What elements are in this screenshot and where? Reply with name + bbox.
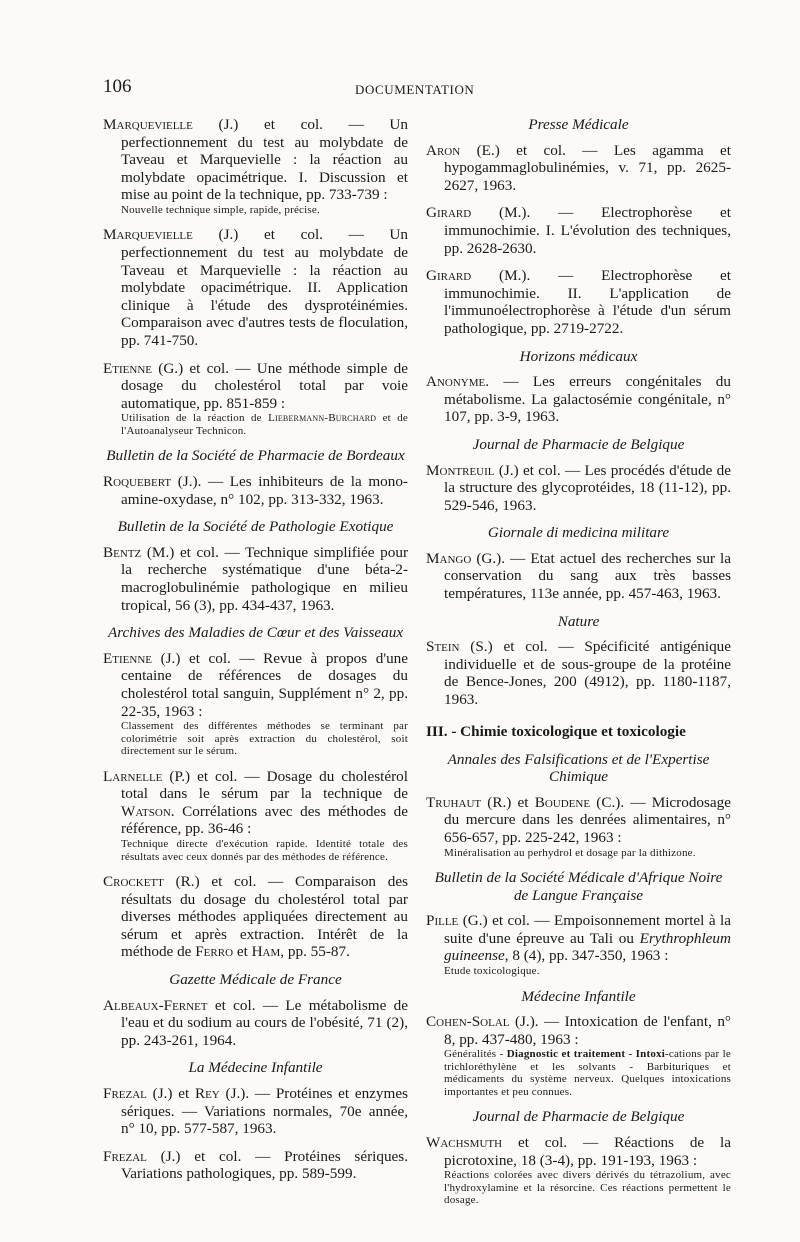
entry-author: Pille [426, 912, 459, 930]
entry-author: Stein [426, 638, 460, 656]
bibliography-entry [103, 650, 408, 758]
bibliography-entry [426, 550, 731, 603]
entry-text: (R.) et [481, 793, 535, 811]
entry-text: et col. — Le métabolisme de l'eau et du sodium au cours de l'obésité, 71 (2), pp. 243-261, 1964. [121, 996, 408, 1049]
bibliography-entry [426, 462, 731, 515]
entry-text: (G.) et col. — Empoisonnement mortel à la suite d'une épreuve au Tali ou [444, 912, 731, 947]
entry-text: (J.) et col. — Un perfectionnement du test au molybdate de Taveau et Marquevielle : la réaction au molybdate opacimétrique. I. Discussion et mise au point de la technique, pp. 733-739 : [121, 116, 408, 204]
bibliography-entry [426, 912, 731, 977]
entry-note: Nouvelle technique simple, rapide, précise. [121, 203, 320, 216]
entry-note: Etude toxicologique. [444, 965, 540, 978]
journal-heading: Médecine Infantile [521, 987, 636, 1005]
entry-author-2: Rey [194, 1084, 220, 1102]
entry-author: Etienne [103, 359, 152, 377]
entry-text: (J.). — Protéines et enzymes sériques. — Variations normales, 70e année, n° 10, pp. 577-587, 1963. [121, 1084, 408, 1138]
entry-note: Réactions colorées avec divers dérivés du tétrazolium, avec l'hydroxylamine et la résorcine. Ces réactions permettent le dosage. [444, 1169, 731, 1207]
entry-text: (J.) et col. — Un perfectionnement du test au molybdate de Taveau et Marquevielle : la réaction au molybdate opacimétrique. II. Application clinique à l'étude des dysprotéinémies. Comparaison avec d'autres tests de floculation, pp. 741-750. [121, 226, 408, 350]
entry-author: Etienne [103, 649, 152, 667]
journal-heading: Bulletin de la Société Médicale d'Afrique Noire de Langue Française [434, 869, 723, 904]
note-text: Utilisation de la réaction de [121, 412, 269, 425]
journal-heading: Giornale di medicina militare [487, 524, 670, 542]
bibliography-entry [103, 116, 408, 216]
bibliography-entry [103, 473, 408, 508]
entry-text: (R.) et col. — Comparaison des résultats du dosage du cholestérol total par diverses méthodes appliquées directement au sérum et après extraction. Intérêt de la méthode de [121, 873, 408, 961]
entry-text: (M.). — Electrophorèse et immunochimie. II. L'application de l'immunoélectrophorèse à l'étude d'un sérum pathologique, pp. 2719-2722. [444, 267, 731, 337]
entry-author: Mango [426, 549, 472, 567]
entry-text: (J.) et col. — Protéines sériques. Variations pathologiques, pp. 589-599. [121, 1147, 408, 1183]
entry-author: Frezal [103, 1084, 147, 1102]
entry-text: (P.) et col. — Dosage du cholestérol total dans le sérum par la technique de [121, 767, 408, 803]
entry-text: , 8 (4), pp. 347-350, 1963 : [504, 947, 669, 965]
bibliography-entry [426, 1134, 731, 1207]
entry-text: (C.). — Microdosage du mercure dans les denrées alimentaires, n° 656-657, pp. 225-242, 1963 : [444, 793, 731, 846]
journal-heading: Annales des Falsifications et de l'Expertise Chimique [447, 750, 710, 786]
left-column [103, 116, 408, 1193]
journal-heading: Journal de Pharmacie de Belgique [472, 1108, 685, 1126]
entry-text: et col. — Réactions de la picrotoxine, 18 (3-4), pp. 191-193, 1963 : [444, 1133, 731, 1169]
entry-text: (J.) et [146, 1084, 195, 1102]
entry-author: Cohen-Solal [426, 1013, 510, 1031]
bibliography-entry [426, 638, 731, 708]
entry-author: Crockett [103, 873, 164, 890]
bibliography-entry [426, 794, 731, 859]
bibliography-entry [103, 226, 408, 349]
running-head: DOCUMENTATION [355, 82, 475, 97]
entry-author: Montreuil [426, 461, 495, 479]
entry-text: et [233, 943, 252, 961]
bibliography-entry [103, 544, 408, 614]
entry-text: (J.) et col. — Les procédés d'étude de la structure des glycoprotéides, 18 (11-12), pp. 529-546, 1963. [444, 461, 731, 514]
entry-author: Roquebert [103, 473, 172, 490]
journal-heading: Bulletin de la Société de Pathologie Exotique [117, 518, 394, 536]
entry-author: Albeaux-Fernet [103, 996, 208, 1014]
entry-cited-author: Ham [251, 943, 281, 961]
journal-heading: Presse Médicale [528, 116, 629, 133]
entry-author: Larnelle [103, 767, 163, 785]
entry-author: Bentz [103, 543, 142, 561]
entry-author-2: Boudene [534, 793, 591, 811]
bibliography-entry [103, 873, 408, 961]
journal-heading: Gazette Médicale de France [169, 970, 342, 988]
entry-text: (M.) et col. — Technique simplifiée pour la recherche systématique d'une béta-2-macroglobulinémie pathologique en milieu tropical, 56 (3), pp. 434-437, 1963. [121, 543, 408, 614]
entry-text: (J.) et col. — Revue à propos d'une centaine de références de dosages du cholestérol total sanguin, Supplément n° 2, pp. 22-35, 1963 : [121, 649, 408, 720]
entry-note [121, 412, 408, 437]
entry-note: Classement des différentes méthodes se terminant par colorimétrie soit après extraction du cholestérol, soit directement sur le sérum. [121, 720, 408, 758]
entry-author: Truhaut [426, 793, 482, 811]
entry-text: (M.). — Electrophorèse et immunochimie. I. L'évolution des techniques, pp. 2628-2630. [444, 204, 731, 257]
bibliography-entry [103, 360, 408, 438]
entry-text: (G.) et col. — Une méthode simple de dosage du cholestérol total par voie automatique, pp. 851-859 : [121, 359, 408, 412]
entry-author: Frezal [103, 1147, 147, 1165]
bibliography-entry [426, 373, 731, 426]
journal-heading: Bulletin de la Société de Pharmacie de Bordeaux [106, 447, 405, 465]
bibliography-entry [426, 267, 731, 337]
right-column [426, 116, 731, 1217]
entry-text: (J.). — Intoxication de l'enfant, n° 8, pp. 437-480, 1963 : [444, 1013, 731, 1048]
section-title: III. - Chimie toxicologique et toxicologie [426, 722, 686, 740]
journal-heading: Horizons médicaux [519, 347, 638, 365]
entry-text: , pp. 55-87. [280, 943, 350, 961]
entry-cited-author: Watson [121, 802, 171, 820]
journal-heading: Nature [557, 612, 600, 630]
note-text: cations par le trichloréthylène et les solvants - Barbituriques et médicaments du système nerveux. Quelques intoxications importantes et peu connues. [444, 1048, 731, 1098]
journal-heading: La Médecine Infantile [188, 1059, 323, 1077]
entry-cited-author: Ferro [195, 943, 234, 961]
bibliography-entry [103, 997, 408, 1050]
entry-author: Wachsmuth [426, 1133, 503, 1151]
bibliography-entry [426, 1013, 731, 1098]
entry-author: Girard [426, 204, 472, 222]
journal-heading: Archives des Maladies de Cœur et des Vaisseaux [107, 624, 404, 642]
entry-author: Aron [426, 141, 461, 159]
bibliography-entry [426, 142, 731, 195]
entry-text: (E.) et col. — Les agamma et hypogammaglobulinémies, v. 71, pp. 2625-2627, 1963. [444, 141, 731, 194]
note-text: et de l'Autoanalyseur Technicon. [121, 412, 408, 437]
page-header [103, 76, 723, 100]
entry-author: Anonyme [426, 373, 486, 391]
note-emphasis: Diagnostic et traitement - Intoxi- [506, 1048, 669, 1061]
note-author: Liebermann-Burchard [268, 412, 377, 425]
bibliography-entry [103, 1085, 408, 1138]
entry-text: (G.). — Etat actuel des recherches sur la conservation du sang aux très basses températures, 113e année, pp. 457-463, 1963. [444, 549, 731, 603]
entry-note [444, 1048, 731, 1098]
journal-heading: Journal de Pharmacie de Belgique [472, 435, 685, 453]
entry-author: Marquevielle [103, 226, 193, 244]
note-text: Généralités - [444, 1048, 507, 1061]
bibliography-entry [426, 204, 731, 257]
entry-text: (S.) et col. — Spécificité antigénique individuelle et de sous-groupe de la protéine de Bence-Jones, 200 (4912), pp. 1180-1187, 1963. [444, 638, 731, 709]
entry-note: Minéralisation au perhydrol et dosage par la dithizone. [444, 846, 696, 859]
bibliography-entry [103, 768, 408, 863]
entry-author: Marquevielle [103, 116, 193, 133]
bibliography-entry [103, 1148, 408, 1183]
entry-text: . Corrélations avec des méthodes de référence, pp. 36-46 : [121, 802, 408, 838]
entry-author: Girard [426, 267, 472, 285]
entry-text: . — Les erreurs congénitales du métabolisme. La galactosémie congénitale, n° 107, pp. 3-9, 1963. [444, 373, 731, 426]
entry-species-name: Erythrophleum guineense [444, 929, 731, 965]
entry-note: Technique directe d'exécution rapide. Identité totale des résultats avec ceux donnés par des méthodes de référence. [121, 838, 408, 863]
entry-text: (J.). — Les inhibiteurs de la mono-amine-oxydase, n° 102, pp. 313-332, 1963. [121, 473, 408, 508]
page-number: 106 [103, 76, 132, 97]
